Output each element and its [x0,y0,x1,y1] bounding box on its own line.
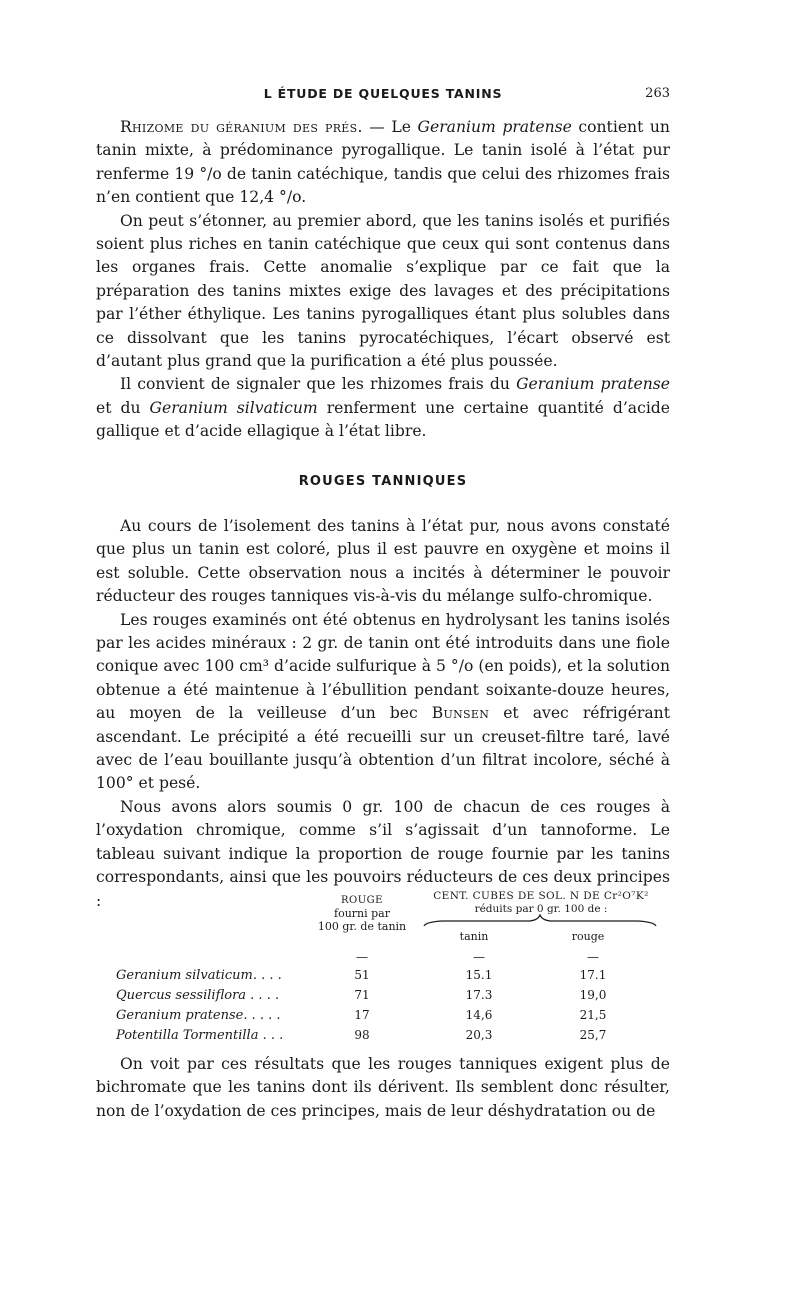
text-run: contient un tanin mixte, à prédominance pyrogallique. Le tanin isolé à l’état pur renferme 19 °/o de tanin catéchique, tandis que celui des rhizomes frais n’en contient que 12,4 °/o. [96,118,670,207]
header-line: réduits par 0 gr. 100 de : [474,903,608,915]
rouge-cell: 17.1 [579,968,607,982]
paragraph-method [96,609,670,796]
text-block-conclusion [96,1053,670,1123]
tanin-cell: 17.3 [465,988,493,1002]
column-header-tanin: tanin [459,930,489,943]
paragraph-table-intro: Nous avons alors soumis 0 gr. 100 de chacun de ces rouges à l’oxydation chromique, comme s’il s’agissait d’un tannoforme. Le tableau suivant indique la proportion de rouge fournie par les tanins correspondants, ainsi que les pouvoirs réducteurs de ces deux principes : [96,797,670,910]
tanin-cell: 15.1 [465,968,493,982]
paragraph-anomaly: On peut s’étonner, au premier abord, que les tanins isolés et purifiés soient plus riches en tanin catéchique que ceux qui sont contenus dans les organes frais. Cette anomalie s’explique par ce fait que la préparation des tanins mixtes exige des lavages et des précipitations par l’éther éthylique. Les tanins pyrogalliques étant plus solubles dans ce dissolvant que les tanins pyrocatéchiques, l’écart observé est d’autant plus grand que la purification a été plus poussée. [96,211,670,371]
rouge-fourni-cell: 17 [354,1008,370,1022]
table-row [116,988,676,1008]
species-cell: Geranium pratense. . . . . [116,1008,281,1023]
running-head [96,86,670,106]
paragraph-conclusion: On voit par ces résultats que les rouges tanniques exigent plus de bichromate que les tanins dont ils dérivent. Ils semblent donc résulter, non de l’oxydation de ces principes, mais de leur déshydratation ou de [96,1055,670,1120]
table-row [116,968,676,988]
column-header-rouge: rouge [571,930,605,943]
species-name: Geranium pratense [516,375,670,394]
tanin-cell: 14,6 [465,1008,493,1022]
tanin-cell: 20,3 [465,1028,493,1042]
text-run: — Le [362,118,418,136]
header-line: CENT. CUBES DE SOL. N DE Cr²O⁷K² [433,890,649,902]
species-name: Geranium silvaticum [149,398,318,417]
rouge-cell: 19,0 [579,988,607,1002]
text-run: et avec réfrigérant ascendant. Le précipité a été recueilli sur un creuset-filtre taré, lavé avec de l’eau bouillante jusqu’à obtention d’un filtrat incolore, séché à 100° et pesé. [96,704,670,793]
header-line: fourni par [334,907,390,920]
rouge-fourni-cell: 98 [354,1028,370,1042]
rouge-cell: 25,7 [579,1028,607,1042]
column-dash: — [356,950,368,964]
results-table [116,888,676,1043]
paragraph-lead: Rhizome du géranium des prés. [120,118,363,136]
header-line: ROUGE [341,895,383,906]
column-dash: — [587,950,599,964]
species-cell: Quercus sessiliflora . . . . [116,988,280,1003]
species-name: Geranium pratense [417,118,572,136]
running-title: L ÉTUDE DE QUELQUES TANINS [263,86,503,101]
text-block-rouges [96,515,670,913]
column-header-rouge-fourni [312,894,412,933]
column-header-cent-cubes [416,890,666,916]
table-row [116,1028,676,1048]
species-cell: Potentilla Tormentilla . . . [116,1028,284,1043]
paragraph-observation: Au cours de l’isolement des tanins à l’état pur, nous avons constaté que plus un tanin est coloré, plus il est pauvre en oxygène et moins il est soluble. Cette observation nous a incités à déterminer le pouvoir réducteur des rouges tanniques vis-à-vis du mélange sulfo-chromique. [96,517,670,606]
rouge-fourni-cell: 51 [354,968,370,982]
rouge-fourni-cell: 71 [354,988,370,1002]
text-run: Les rouges examinés ont été obtenus en hydrolysant les tanins isolés par les acides minéraux : 2 gr. de tanin ont été introduits dans une fiole conique avec 100 cm³ d’acide sulfurique à 5 °/o (en poids), et la solution obtenue a été maintenue à l’ébullition pendant soixante-douze heures, au moyen de la veilleuse d’un bec [96,610,670,723]
brace-symbol [422,914,658,928]
text-block-geranium [96,116,670,444]
text-run: et du [96,398,150,417]
header-line: 100 gr. de tanin [317,920,407,933]
paragraph-rhizome [96,116,670,210]
person-name: Bunsen [431,704,490,723]
paragraph-acids [96,373,670,443]
text-run: renferment une certaine quantité d’acide gallique et d’acide ellagique à l’état libre. [96,398,671,441]
page-number: 263 [645,86,670,101]
species-cell: Geranium silvaticum. . . . [116,968,282,983]
column-dash: — [473,950,485,964]
text-run: Il convient de signaler que les rhizomes frais du [120,375,517,394]
rouge-cell: 21,5 [579,1008,607,1022]
table-row [116,1008,676,1028]
section-heading: ROUGES TANNIQUES [298,474,468,489]
